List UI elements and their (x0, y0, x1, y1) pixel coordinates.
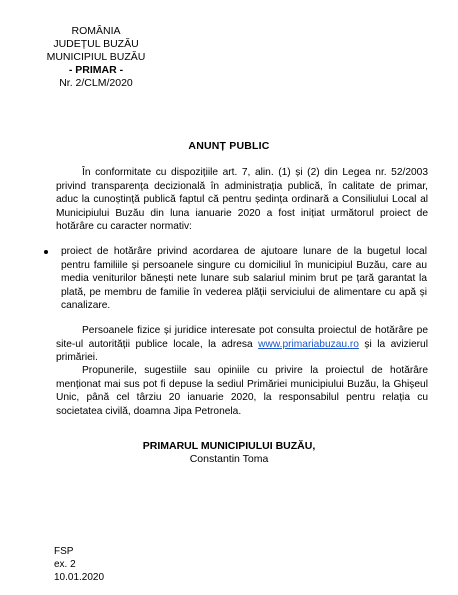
document-title: ANUNȚ PUBLIC (188, 140, 270, 152)
footer-initials: FSP (54, 546, 74, 557)
footer-copies: ex. 2 (54, 559, 76, 570)
paragraph-consultation-text-after: și la avizierul primăriei. (56, 338, 428, 363)
signature-title: PRIMARUL MUNICIPIULUI BUZĂU, (142, 440, 316, 452)
paragraph-consultation-text-before: Persoanele fizice și juridice interesate pot consulta proiectul de hotărâre pe site-ul autorității publice locale, la adresa (56, 325, 428, 350)
header-municipality: MUNICIPIUL BUZĂU (46, 51, 146, 63)
signature-block (0, 440, 458, 466)
header-county: JUDEȚUL BUZĂU (53, 38, 139, 50)
paragraph-consultation (56, 324, 428, 365)
header-country: ROMÂNIA (71, 25, 121, 37)
header-registration-number: Nr. 2/CLM/2020 (59, 77, 133, 89)
paragraph-intro: În conformitate cu dispozițiile art. 7, alin. (1) și (2) din Legea nr. 52/2003 privind transparența decizională în administrația publică, în calitate de primar, aduc la cunoștință publică faptul că pentru ședința ordinară a Consiliului Local al Municipiului Buzău din luna ianuarie 2020 a fost inițiat următorul proiect de hotărâre cu caracter normativ: (56, 167, 428, 232)
document-header (34, 25, 158, 90)
website-link[interactable]: www.primariabuzau.ro (258, 338, 359, 350)
footer-date: 10.01.2020 (54, 572, 105, 583)
paragraph-proposals: Propunerile, sugestiile sau opiniile cu privire la proiectul de hotărâre menționat mai sus pot fi depuse la sediul Primăriei municipiului Buzău, la Ghișeul Unic, până cel târziu 20 ianuarie 2020, la responsabilul pentru relația cu societatea civilă, doamna Jipa Petronela. (56, 365, 428, 417)
bullet-text: proiect de hotărâre privind acordarea de ajutoare lunare de la bugetul local pentru familiile și persoanele singure cu domiciliul în municipiul Buzău, care au media veniturilor bănești nete lunare sub salariul minim brut pe țară garantat la plată, pe membru de familie în vederea plății serviciului de alimentare cu apă și canalizare. (61, 246, 427, 311)
bullet-dot-icon (44, 250, 48, 254)
document-footer (54, 545, 104, 584)
signature-name: Constantin Toma (189, 453, 269, 465)
header-office: - PRIMAR - (68, 64, 124, 76)
